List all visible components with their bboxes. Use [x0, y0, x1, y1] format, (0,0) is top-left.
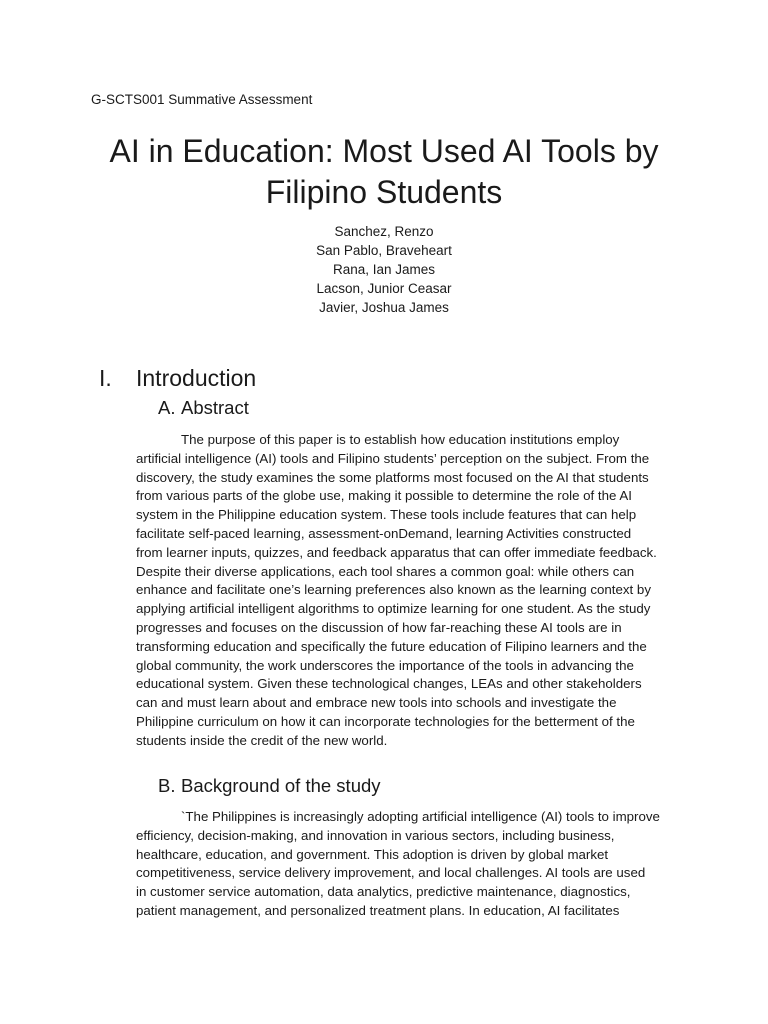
- subsection-heading-abstract: [158, 397, 249, 419]
- text-line: from various parts of the globe use, making it possible to determine the role of the AI: [136, 488, 632, 504]
- paper-title: [60, 131, 708, 213]
- text-line: from learner inputs, quizzes, and feedback apparatus that can offer immediate feedback.: [136, 544, 657, 560]
- paper-title-line-1: AI in Education: Most Used AI Tools by: [109, 133, 659, 169]
- text-line: competitiveness, service delivery improvement, and local challenges. AI tools are used: [136, 865, 646, 881]
- text-line: progresses and focuses on the discussion of how far-reaching these AI tools are in: [136, 619, 622, 635]
- subsection-title: Abstract: [181, 397, 249, 418]
- section-heading-introduction: [99, 364, 256, 392]
- text-line: artificial intelligence (AI) tools and Filipino students’ perception on the subject. From the: [136, 450, 650, 466]
- text-line: The purpose of this paper is to establish how education institutions employ: [181, 432, 620, 447]
- text-line: system in the Philippine education system. These tools include features that can help: [136, 507, 637, 523]
- subsection-letter: B.: [158, 775, 176, 796]
- author-name: Javier, Joshua James: [319, 300, 449, 315]
- text-line: in customer service automation, data analytics, predictive maintenance, diagnostics,: [136, 884, 631, 900]
- course-header: G-SCTS001 Summative Assessment: [91, 92, 313, 107]
- text-line: efficiency, decision-making, and innovation in various sectors, including business,: [136, 827, 615, 843]
- text-line: facilitate self-paced learning, assessment-onDemand, learning Activities constructed: [136, 525, 632, 541]
- section-number: I.: [99, 365, 112, 391]
- text-line: patient management, and personalized treatment plans. In education, AI facilitates: [136, 902, 620, 918]
- text-line: Philippine curriculum on how it can incorporate technologies for the betterment of the: [136, 713, 635, 729]
- author-name: Sanchez, Renzo: [334, 224, 434, 239]
- subsection-title: Background of the study: [181, 775, 381, 796]
- author-name: Lacson, Junior Ceasar: [316, 281, 452, 296]
- abstract-paragraph: [136, 431, 677, 751]
- text-line: transforming education and specifically the future education of Filipino learners and the: [136, 638, 647, 654]
- text-line: students inside the credit of the new world.: [136, 732, 388, 748]
- author-name: Rana, Ian James: [332, 262, 436, 277]
- subsection-heading-background: [158, 775, 381, 797]
- text-line: healthcare, education, and government. This adoption is driven by global market: [136, 846, 609, 862]
- text-line: enhance and facilitate one’s learning preferences also known as the learning context by: [136, 582, 651, 598]
- author-name: San Pablo, Braveheart: [316, 243, 452, 258]
- paper-title-line-2: Filipino Students: [265, 174, 503, 210]
- text-line: can and must learn about and embrace new tools into schools and investigate the: [136, 695, 617, 711]
- text-line: educational system. Given these technological changes, LEAs and other stakeholders: [136, 676, 642, 692]
- background-paragraph: [136, 808, 677, 921]
- text-line: discovery, the study examines the some platforms most focused on the AI that students: [136, 469, 649, 485]
- subsection-letter: A.: [158, 397, 176, 418]
- author-list: [184, 222, 584, 317]
- text-line: global community, the work underscores the importance of the tools in advancing the: [136, 657, 634, 673]
- text-line: Despite their diverse applications, each tool shares a common goal: while others can: [136, 563, 635, 579]
- text-line: `The Philippines is increasingly adopting artificial intelligence (AI) tools to improve: [181, 809, 660, 824]
- section-title: Introduction: [136, 365, 257, 391]
- text-line: applying artificial intelligent algorithms to optimize learning for one student. As the study: [136, 601, 651, 617]
